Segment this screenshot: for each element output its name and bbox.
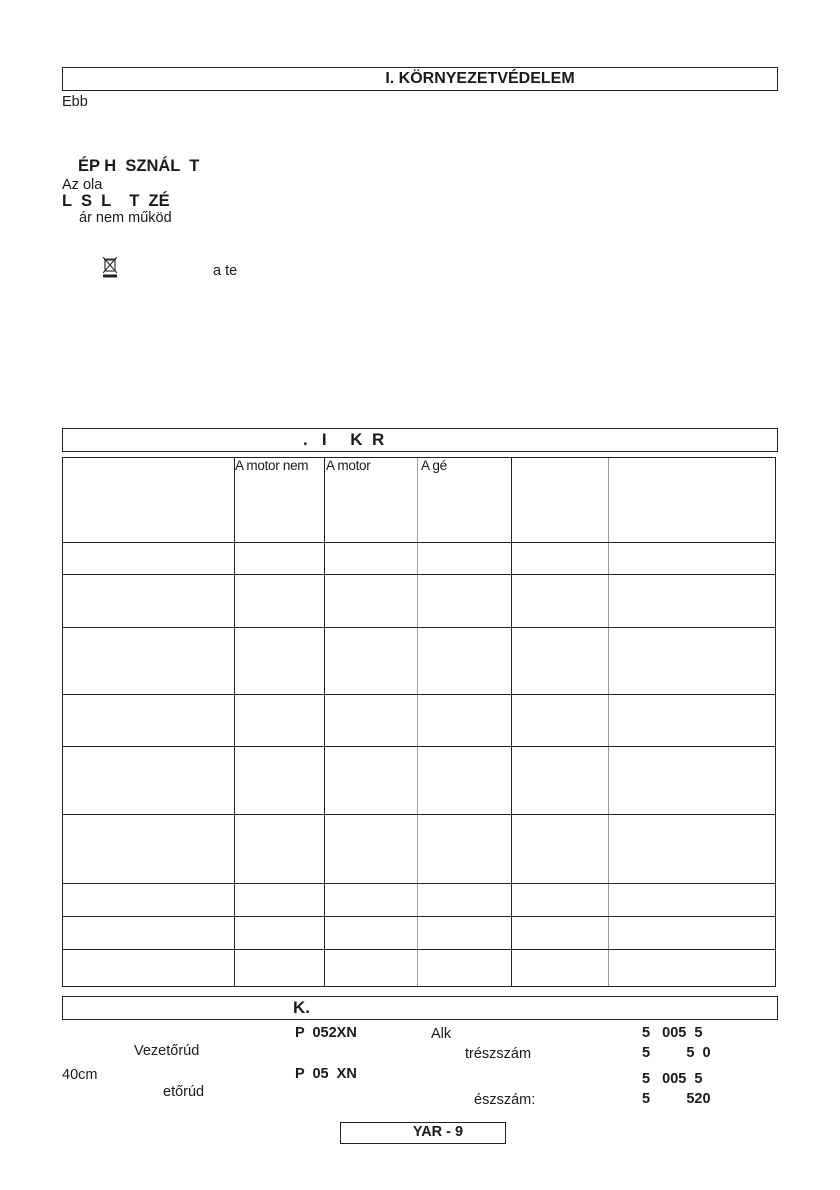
environment-line-1: Az ola xyxy=(62,177,103,193)
environment-line-2: ár nem működ xyxy=(79,210,172,226)
page-number: YAR - 9 xyxy=(412,1124,464,1140)
table-column-divider xyxy=(234,458,235,986)
table-column-divider xyxy=(608,458,609,986)
table-row-divider xyxy=(63,574,775,575)
troubleshooting-table xyxy=(62,457,776,987)
crossed-bin-icon xyxy=(102,256,118,278)
accessory-part-number: 5 5 0 xyxy=(642,1045,711,1061)
environment-intro: Ebb xyxy=(62,94,88,110)
table-row-divider xyxy=(63,949,775,950)
accessories-section-title: K. xyxy=(293,998,310,1017)
troubleshooting-section-header xyxy=(62,428,778,452)
environment-section-header xyxy=(62,67,778,91)
table-row-divider xyxy=(63,694,775,695)
accessory-sub-label: etőrúd xyxy=(163,1084,205,1100)
environment-heading-1: ÉP H SZNÁL T xyxy=(78,157,200,175)
table-row-divider xyxy=(63,814,775,815)
table-header-cell: A motor xyxy=(326,458,371,473)
accessory-code: P 052XN xyxy=(295,1025,357,1041)
accessory-code: P 05 XN xyxy=(295,1066,357,1082)
table-row-divider xyxy=(63,542,775,543)
table-column-divider xyxy=(324,458,325,986)
table-row-divider xyxy=(63,916,775,917)
accessory-sub-label: Vezetőrúd xyxy=(134,1043,200,1059)
table-row-divider xyxy=(63,883,775,884)
environment-heading-2: L S L T ZÉ xyxy=(62,192,170,210)
accessory-part-label: észszám: xyxy=(474,1092,536,1108)
table-header-cell: A gé xyxy=(421,458,447,473)
accessories-section-header xyxy=(62,996,778,1020)
accessory-part-number: 5 005 5 xyxy=(642,1025,703,1041)
accessory-part-number: 5 520 xyxy=(642,1091,711,1107)
accessory-label: Alk xyxy=(431,1026,452,1042)
weee-text: a te xyxy=(213,263,238,279)
table-row-divider xyxy=(63,627,775,628)
accessory-size: 40cm xyxy=(62,1067,98,1083)
page-number-box xyxy=(340,1122,506,1144)
table-row-divider xyxy=(63,746,775,747)
table-column-divider xyxy=(511,458,512,986)
accessory-part-label: trészszám xyxy=(465,1046,532,1062)
table-header-cell: A motor nem xyxy=(235,458,309,473)
table-column-divider xyxy=(417,458,418,986)
accessory-part-number: 5 005 5 xyxy=(642,1071,703,1087)
troubleshooting-section-title: . I K R xyxy=(303,430,385,449)
environment-section-title: I. KÖRNYEZETVÉDELEM xyxy=(385,70,575,87)
